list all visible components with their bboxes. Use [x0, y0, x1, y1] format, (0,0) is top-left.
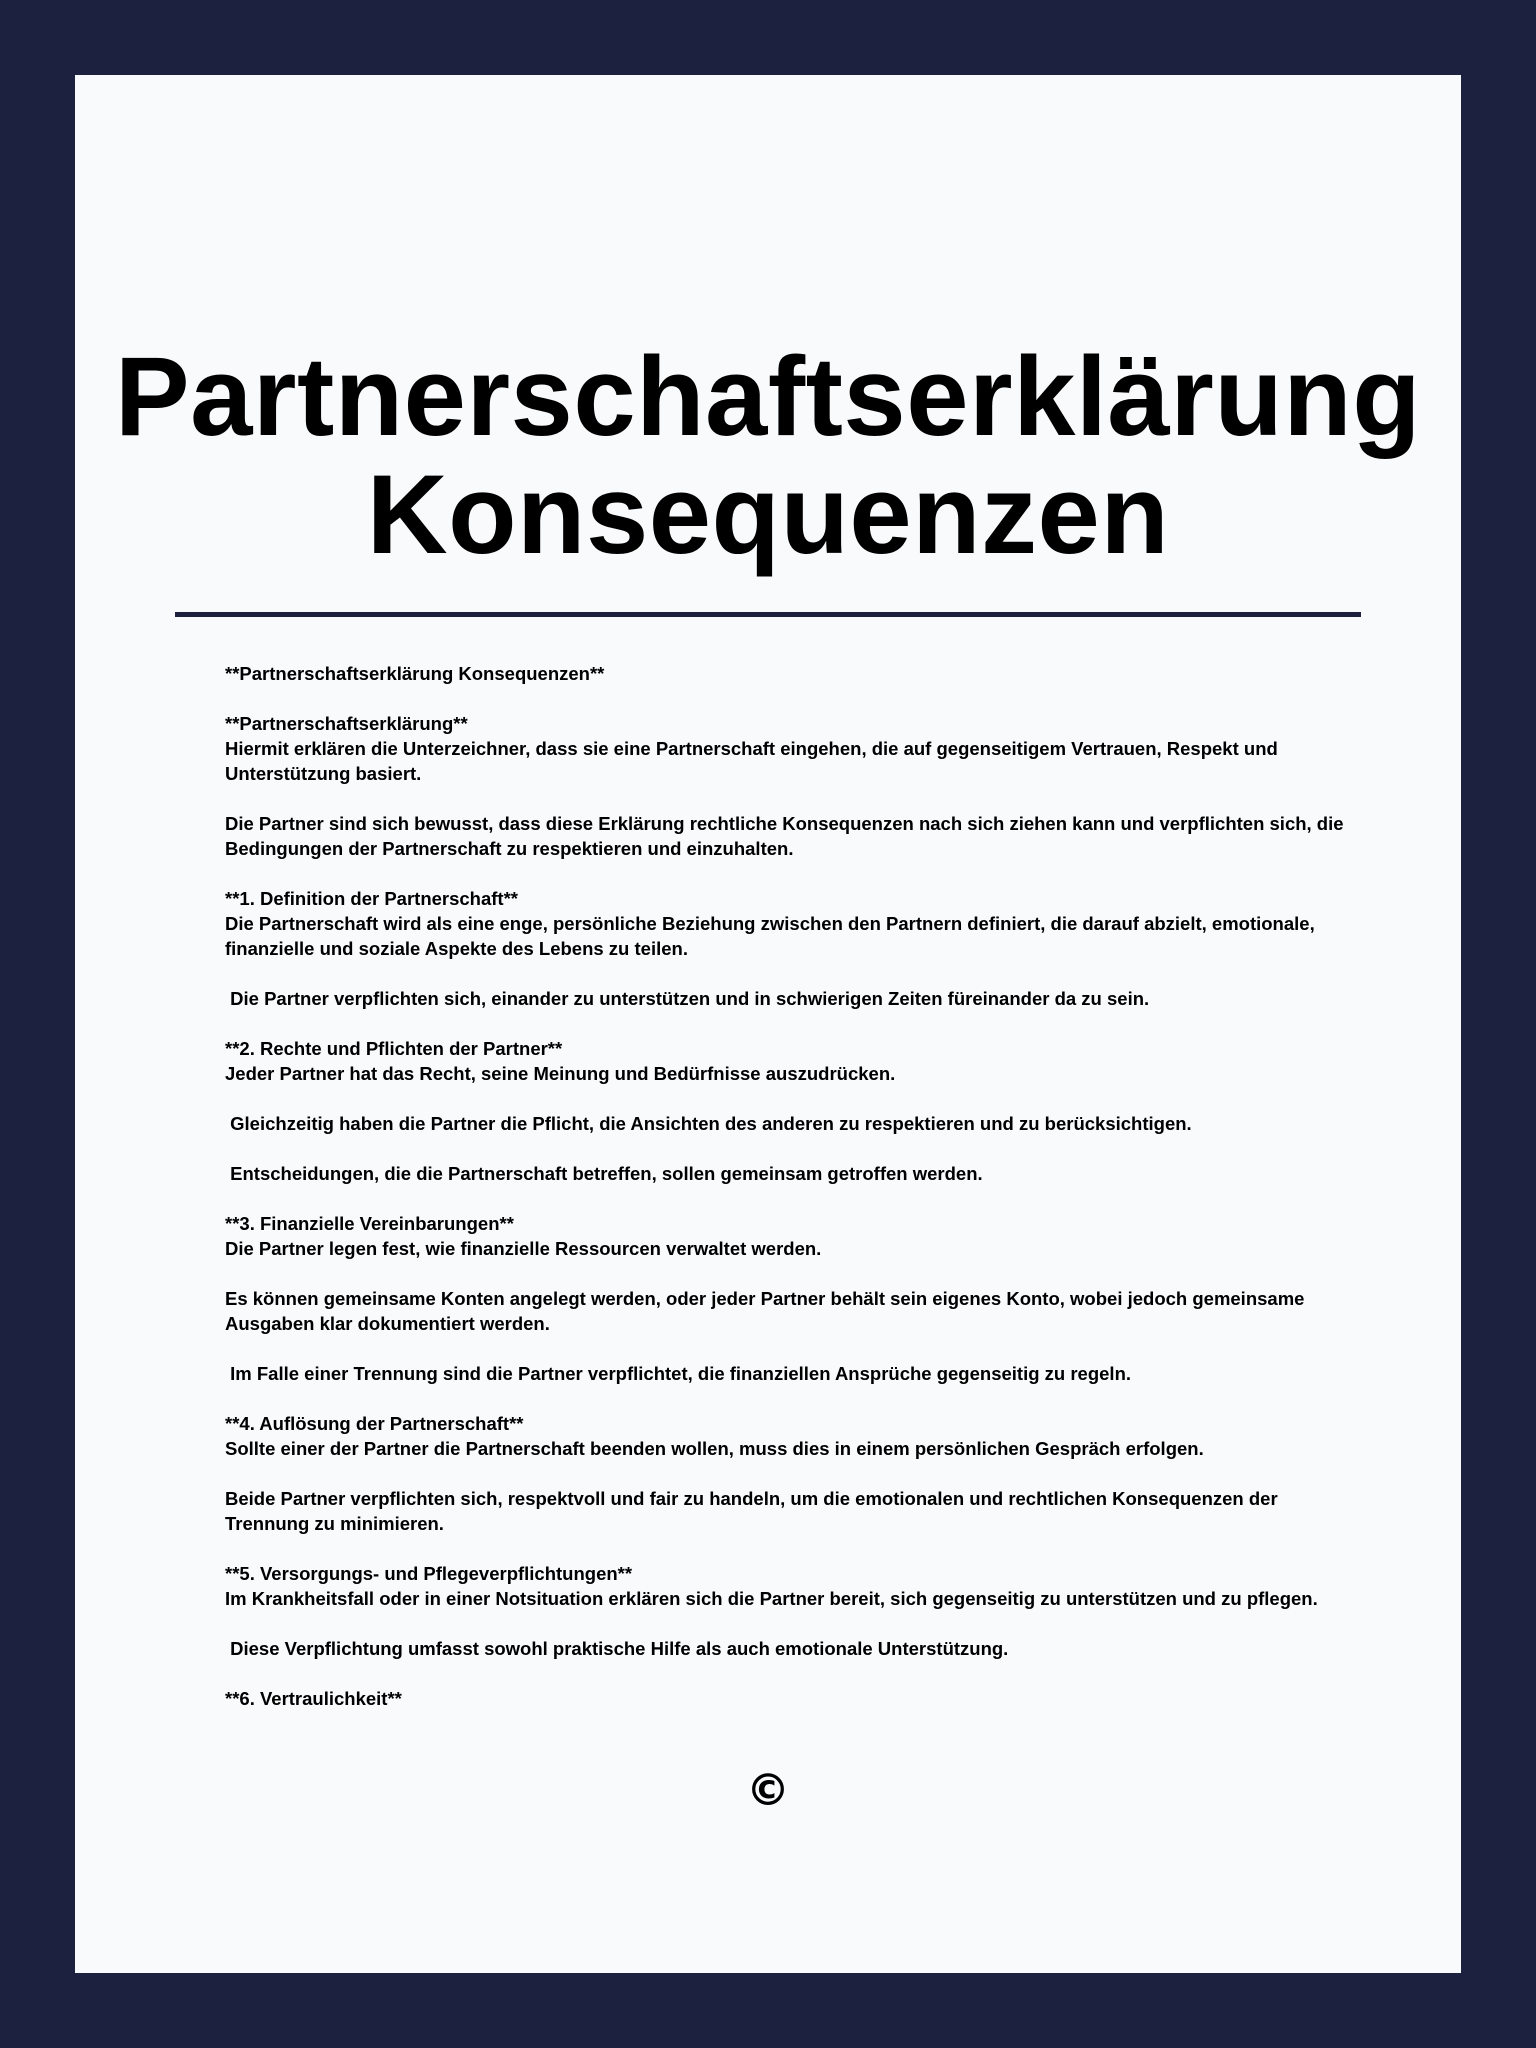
title-line-1: Partnerschaftserklärung: [114, 334, 1422, 459]
document-page: [75, 75, 1461, 1973]
title-line-2: Konsequenzen: [366, 452, 1170, 577]
document-body: **Partnerschaftserklärung Konsequenzen** **Partnerschaftserklärung** Hiermit erklären die Unterzeichner, dass sie eine Partnerschaft eingehen, die auf gegenseitigem Vertrauen, Respekt und Unterstützung basiert. Die Partner sind sich bewusst, dass diese Erklärung rechtliche Konsequenzen nach sich ziehen kann und verpflichten sich, die Bedingungen der Partnerschaft zu respektieren und einzuhalten. **1. Definition der Partnerschaft** Die Partnerschaft wird als eine enge, persönliche Beziehung zwischen den Partnern definiert, die darauf abzielt, emotionale, finanzielle und soziale Aspekte des Lebens zu teilen. Die Partner verpflichten sich, einander zu unterstützen und in schwierigen Zeiten füreinander da zu sein. **2. Rechte und Pflichten der Partner** Jeder Partner hat das Recht, seine Meinung und Bedürfnisse auszudrücken. Gleichzeitig haben die Partner die Pflicht, die Ansichten des anderen zu respektieren und zu berücksichtigen. Entscheidungen, die die Partnerschaft betreffen, sollen gemeinsam getroffen werden. **3. Finanzielle Vereinbarungen** Die Partner legen fest, wie finanzielle Ressourcen verwaltet werden. Es können gemeinsame Konten angelegt werden, oder jeder Partner behält sein eigenes Konto, wobei jedoch gemeinsame Ausgaben klar dokumentiert werden. Im Falle einer Trennung sind die Partner verpflichtet, die finanziellen Ansprüche gegenseitig zu regeln. **4. Auflösung der Partnerschaft** Sollte einer der Partner die Partnerschaft beenden wollen, muss dies in einem persönlichen Gespräch erfolgen. Beide Partner verpflichten sich, respektvoll und fair zu handeln, um die emotionalen und rechtlichen Konsequenzen der Trennung zu minimieren. **5. Versorgungs- und Pflegeverpflichtungen** Im Krankheitsfall oder in einer Notsituation erklären sich die Partner bereit, sich gegenseitig zu unterstützen und zu pflegen. Diese Verpflichtung umfasst sowohl praktische Hilfe als auch emotionale Unterstützung. **6. Vertraulichkeit**: [225, 663, 1344, 1709]
title-divider: [175, 612, 1361, 617]
document-title: [75, 334, 1461, 577]
copyright-icon: ©: [746, 1765, 790, 1816]
